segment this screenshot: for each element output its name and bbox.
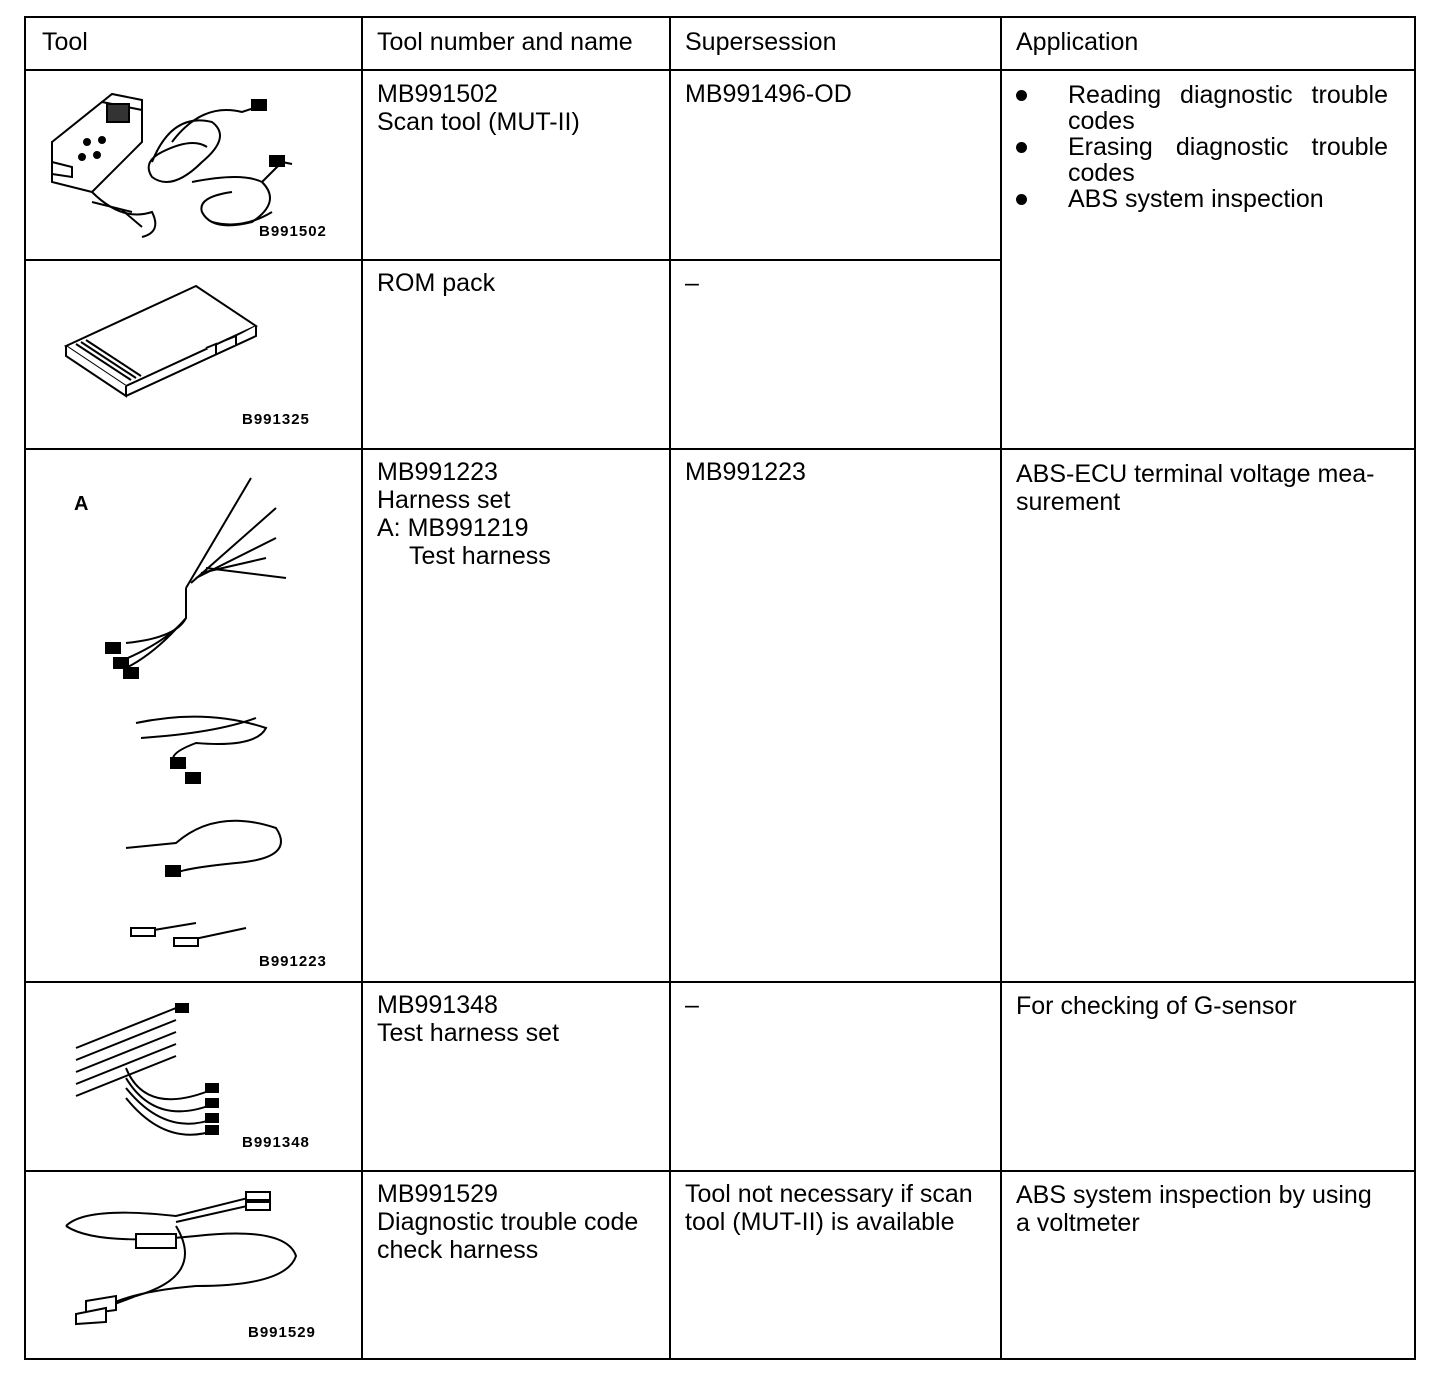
tool-name: Diagnostic trouble code — [377, 1208, 639, 1236]
tool-number: MB991223 — [377, 458, 498, 486]
figure-code: B991348 — [242, 1134, 310, 1151]
row-divider — [26, 981, 1414, 983]
sub-tool-name: Test harness — [409, 542, 551, 570]
header-tool-number-name: Tool number and name — [377, 28, 633, 56]
column-divider — [1000, 18, 1002, 1358]
scan-tool-illustration — [42, 82, 342, 242]
tool-name: Scan tool (MUT-II) — [377, 108, 580, 136]
header-application: Application — [1016, 28, 1139, 56]
test-harness-set-illustration — [66, 998, 286, 1138]
application-text: surement — [1016, 488, 1121, 516]
figure-code: B991502 — [259, 223, 327, 240]
application-text: ABS-ECU terminal voltage mea- — [1016, 460, 1375, 488]
figure-code: B991529 — [248, 1324, 316, 1341]
sub-tool-number: A: MB991219 — [377, 514, 529, 542]
supersession-value: – — [685, 991, 699, 1019]
rom-pack-illustration — [56, 276, 316, 406]
application-text: ABS system inspection by using — [1016, 1181, 1372, 1209]
column-divider — [361, 18, 363, 1358]
bullet-icon — [1016, 90, 1027, 101]
harness-set-illustration — [86, 468, 326, 958]
application-text: a voltmeter — [1016, 1209, 1140, 1237]
supersession-value: MB991496-OD — [685, 80, 852, 108]
tool-name: Test harness set — [377, 1019, 560, 1047]
bullet-icon — [1016, 194, 1027, 205]
header-supersession: Supersession — [685, 28, 837, 56]
column-divider — [669, 18, 671, 1358]
tool-name: Harness set — [377, 486, 511, 514]
row-divider — [26, 259, 1002, 261]
tool-number: MB991348 — [377, 991, 498, 1019]
tool-number: MB991529 — [377, 1180, 498, 1208]
special-tools-table: Tool Tool number and name Supersession Application B991502 MB991502 Scan tool (MUT-II) MB991496-OD Reading diagnostic trouble codes Erasing diagnostic trouble codes ABS system inspection B991325 ROM pack – A B991223 MB991223 Harness set A: MB991219 Test harness MB991223 ABS-ECU terminal voltage mea- surement B991348 MB991348 Test harness set – For checking of G-sensor B991529 MB991529 Diagnostic trouble code check harness Tool not necessary if scan tool (MUT-II) is available ABS system inspection by using a voltmeter — [24, 16, 1416, 1360]
row-divider — [26, 69, 1414, 71]
supersession-value: MB991223 — [685, 458, 806, 486]
row-divider — [26, 448, 1414, 450]
row-divider — [26, 1170, 1414, 1172]
check-harness-illustration — [56, 1186, 316, 1326]
figure-code: B991223 — [259, 953, 327, 970]
header-tool: Tool — [42, 28, 88, 56]
application-text: For checking of G-sensor — [1016, 992, 1297, 1020]
figure-code: B991325 — [242, 411, 310, 428]
supersession-value: tool (MUT-II) is available — [685, 1208, 955, 1236]
supersession-value: Tool not necessary if scan — [685, 1180, 973, 1208]
supersession-value: – — [685, 269, 699, 297]
tool-name: check harness — [377, 1236, 539, 1264]
figure-label: A — [74, 493, 89, 515]
bullet-icon — [1016, 142, 1027, 153]
tool-name: ROM pack — [377, 269, 496, 297]
tool-number: MB991502 — [377, 80, 498, 108]
